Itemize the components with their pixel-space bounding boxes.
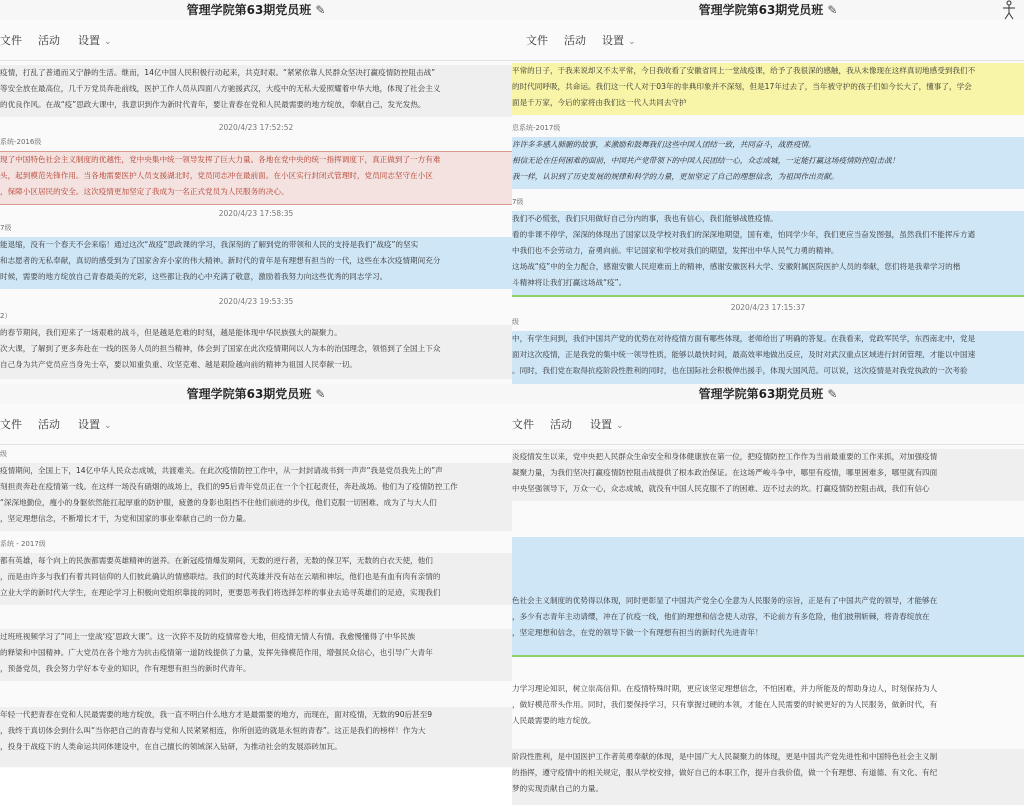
message-line: 的优良作风。在战“疫”思政大课中，我意识到作为新时代青年，要让青春在党和人民最需要的地方绽放，奉献自己，发光发热。	[0, 100, 426, 109]
message-line: 梦的实现贡献自己的力量。	[512, 784, 604, 793]
group-title: 管理学院第63期党员班	[186, 387, 312, 401]
window-title-bar	[512, 384, 1024, 404]
message-bubble	[512, 449, 1024, 501]
message-line: ，而是由许多与我们有着共同信仰的人们彼此确认的情感联结。我们的时代英雄并没有站在云端和神坛，他们也是有血有肉有亲情的	[0, 572, 441, 581]
message-line: 阶段性胜利，是中国医护工作者英勇奉献的体现，是中国广大人民凝聚力的体现，更是中国共产党先进性和中国特色社会主义制	[512, 752, 938, 761]
chat-panel-bottom-left	[0, 384, 512, 768]
message-line: 人民最需要的地方绽放。	[512, 716, 596, 725]
message-line: 斗精神将让我们打赢这场战“疫”。	[512, 278, 627, 287]
message-line: 的春节期间，我们迎来了一场艰难的战斗，但是越是危难的时刻，越是能体现中华民族强大的凝聚力。	[0, 328, 342, 337]
message-line: 。同时，我们党在取得抗疫阶段性胜利的同时，也在国际社会积极伸出援手，体现大国风范。可以说，这次疫情是对我党执政的一次考验	[512, 366, 968, 375]
group-title: 管理学院第63期党员班	[186, 3, 312, 17]
sender-name: 系统-2016级	[0, 138, 42, 146]
message-line: 刻担责奔赴在疫情第一线。在这样一场没有硝烟的战场上，我们的95后青年党员正在一个个扛起责任，奔赴战场。他们为了疫情防控工作	[0, 482, 458, 491]
message-line: 炎疫情发生以来，党中央把人民群众生命安全和身体健康放在第一位，把疫情防控工作作为当前最重要的工作来抓，对加强疫情	[512, 452, 938, 461]
message-line: ，预备党员，我会努力学好本专业的知识，作有理想有担当的新时代青年。	[0, 664, 251, 673]
message-line: 立业大学的新时代大学生，在理论学习上积极向党组织靠拢的同时，更要思考我们将选择怎样的事业去追寻英雄们的足迹，实现我们	[0, 588, 441, 597]
group-title: 管理学院第63期党员班	[698, 3, 824, 17]
message-line: 疫情，打乱了普通而又宁静的生活。继而，14亿中国人民积极行动起来，共克时艰。“紧紧依靠人民群众坚决打赢疫情防控阻击战”	[0, 68, 436, 77]
message-line: ，我终于真切体会到什么叫“当你把自己的青春与党和人民紧紧相连，你所创造的就是永恒的青春”。这正是我们的榜样！作为大	[0, 726, 426, 735]
message-line: 中央坚强领导下，万众一心，众志成城，就没有中国人民克服不了的困难、迈不过去的坎。打赢疫情防控阻击战，我们有信心	[512, 484, 930, 493]
message-line: 许许多多感人肺腑的故事，来激励和鼓舞我们这些中国人团结一致，共同奋斗，战胜疫情。	[512, 140, 816, 149]
chevron-down-icon: ⌄	[104, 421, 112, 431]
chevron-down-icon: ⌄	[104, 37, 112, 47]
message-line: 疫情期间，全国上下，14亿中华人民众志成城，共渡难关。在此次疫情防控工作中，从一封封请战书到一声声“我是党员我先上的”声	[0, 466, 443, 475]
edit-icon[interactable]: ✎	[827, 387, 838, 401]
message-line: ，保障小区居民的安全。这次疫情更加坚定了我成为一名正式党员为人民服务的决心。	[0, 187, 289, 196]
message-line: 面对这次疫情，正是我党的集中统一领导性质，能够以最快时间，最高效率地做出反应，及时对武汉重点区域进行封闭管理，才能以中国速	[512, 350, 976, 359]
message-timestamp: 2020/4/23 17:58:35	[218, 209, 294, 218]
message-bubble	[512, 211, 1024, 295]
chat-panel-top-left	[0, 0, 512, 384]
menu-settings[interactable]	[602, 32, 636, 48]
message-line: “深深地勤俭，瘦小的身躯依然能扛起厚重的防护服，疲惫的身影也阻挡不住他们前进的步伐，他们克服一切困难、成为了与大人们	[0, 498, 437, 507]
message-bubble	[512, 681, 1024, 735]
menu-activity[interactable]: 活动	[564, 34, 586, 47]
message-line: ，坚定理想和信念，在党的领导下做一个有理想有担当的新时代先进青年！	[512, 628, 763, 637]
menu-bar	[512, 20, 1024, 61]
message-timestamp: 2020/4/23 19:53:35	[218, 297, 294, 306]
edit-icon[interactable]: ✎	[827, 3, 838, 17]
message-bubble	[512, 537, 1024, 655]
message-bubble	[0, 151, 512, 205]
message-line: ，做好模范带头作用。同时，我们要保持学习，只有掌握过硬的本领，才能在人民需要的时候更好的为人民服务，做新时代，有	[512, 700, 938, 709]
message-line: 和志愿者的无私奉献，真切的感受到为了国家舍弃小家的伟大精神。新时代的青年是有理想有担当的一代，这些在本次疫情期间充分	[0, 256, 441, 265]
message-line: 我们不必慌张，我们只用做好自己分内的事，我也有信心，我们能够战胜疫情。	[512, 214, 778, 223]
menu-settings[interactable]	[78, 32, 112, 48]
sender-name: 系统 - 2017级	[0, 540, 46, 548]
message-bubble	[0, 707, 512, 767]
message-line: 这场战“疫”中的全力配合，感谢安徽人民迎难而上的精神，感谢安徽医科大学、安徽附属医院医护人员的奉献，您们将是我辈学习的楷	[512, 262, 961, 271]
message-timestamp: 2020/4/23 17:15:37	[730, 303, 806, 312]
message-line: 力学习理论知识，树立崇高信仰。在疫情特殊时期，更应该坚定理想信念，不怕困难，并力所能及的帮助身边人，时刻保持为人	[512, 684, 938, 693]
message-line: 年轻一代把青春在党和人民最需要的地方绽放，我一直不明白什么地方才是最需要的地方，而现在，面对疫情，无数的90后甚至9	[0, 710, 433, 719]
menu-settings[interactable]	[78, 416, 112, 432]
menu-bar	[0, 20, 512, 61]
sender-name: 7级	[0, 224, 12, 232]
divider	[512, 655, 1024, 657]
menu-activity[interactable]: 活动	[550, 418, 572, 431]
menu-settings-label: 设置	[78, 418, 100, 431]
menu-bar	[0, 404, 512, 445]
menu-settings-label: 设置	[602, 34, 624, 47]
divider	[512, 295, 1024, 297]
message-line: 的释梁和中国精神。广大党员在各个地方为抗击疫情第一道防线提供了力量，发挥先锋模范作用，增强民众信心，也引导广大青年	[0, 648, 433, 657]
menu-settings-label: 设置	[78, 34, 100, 47]
message-line: 次大课，了解到了更多奔赴在一线的医务人员的担当精神，体会到了国家在此次疫情期间以人为本的治国理念，领悟到了全国上下众	[0, 344, 441, 353]
chat-panel-top-right	[512, 0, 1024, 384]
message-line: 时候，需要的地方绽放自己青春最美的光彩，这些都让我的心中充满了敬意，激励着我努力向这些优秀的同志学习。	[0, 272, 388, 281]
message-line: 都有英雄，每个向上的民族都需要英雄精神的滋养。在新冠疫情爆发期间，无数的逆行者，无数的保卫军，无数的白衣天使，他们	[0, 556, 433, 565]
sender-name: 7级	[512, 198, 524, 206]
menu-settings[interactable]	[590, 416, 624, 432]
message-line: 现了中国特色社会主义制度的优越性，党中央集中统一领导发挥了巨大力量。各地在党中央的统一指挥调度下，真正做到了一方有难	[0, 155, 441, 164]
menu-file[interactable]: 文件	[512, 418, 534, 431]
sender-name: 级	[512, 318, 519, 326]
message-line: 平常的日子，于我来说却又不太平常，今日我收看了安徽省同上一堂战疫课，给予了我很深的感触，我从未像现在这样真切地感受到我们不	[512, 66, 976, 75]
message-line: 中，有学生问到，我们中国共产党的优势在对待疫情方面有哪些体现，老师给出了明确的答复。在我看来，党政军民学，东西南北中，党是	[512, 334, 976, 343]
menu-activity[interactable]: 活动	[38, 34, 60, 47]
chevron-down-icon: ⌄	[628, 37, 636, 47]
message-line: 我一样，认识到了历史发展的规律和科学的力量，更加坚定了自己的理想信念，为祖国作出贡献。	[512, 172, 839, 181]
menu-file[interactable]: 文件	[0, 34, 22, 47]
message-bubble	[512, 749, 1024, 805]
message-line: 自己身为共产党员应当身先士卒，要以知重负重、攻坚克难、越是艰险越向前的精神为祖国人民奉献一切。	[0, 360, 357, 369]
message-line: 凝聚力量，为我们坚决打赢疫情防控阻击战提供了根本政治保证。在这场严峻斗争中，哪里有疫情，哪里困难多，哪里就有四面	[512, 468, 938, 477]
stick-figure-icon	[1000, 0, 1018, 20]
message-line: 等安全放在最高位，几千万党员奔赴前线，医护工作人员从四面八方驰援武汉，大疫中的无私大爱照耀着中华大地，体现了社会主义	[0, 84, 441, 93]
message-line: ，坚定理想信念，不断增长才干，为党和国家的事业奉献自己的一份力量。	[0, 514, 251, 523]
edit-icon[interactable]: ✎	[315, 3, 326, 17]
message-bubble	[0, 237, 512, 289]
message-line: 色社会主义制度的优势得以体现，同时更彰显了中国共产党全心全意为人民服务的宗旨，正是有了中国共产党的领导，才能够在	[512, 596, 938, 605]
message-bubble	[0, 325, 512, 379]
message-line: 的时代同呼吸，共命运。我们这一代人对于03年的非典印象并不深刻，但是17年过去了，当年被守护的孩子们如今长大了，懂事了，学会	[512, 82, 972, 91]
message-line: 的指挥，遵守疫情中的相关规定，服从学校安排，做好自己的本职工作，提升自我价值，做一个有理想、有道德、有文化、有纪	[512, 768, 938, 777]
sender-name: 2）	[0, 312, 12, 320]
message-line: 能退缩，没有一个春天不会来临！通过这次“战疫”思政课的学习，我深刻的了解到党的带领和人民的支持是我们“战疫”的坚实	[0, 240, 419, 249]
menu-file[interactable]: 文件	[526, 34, 548, 47]
message-line: ，投身于战疫下的人类命运共同体建设中，在自己擅长的领域深入钻研，为推动社会的发展添砖加瓦。	[0, 742, 342, 751]
message-line: ，多少有志青年主动请缨，冲在了抗疫一线，他们的理想和信念使人动容，不论前方有多危险，他们披荆斩棘，将青春绽放在	[512, 612, 930, 621]
edit-icon[interactable]: ✎	[315, 387, 326, 401]
message-timestamp: 2020/4/23 17:52:52	[218, 123, 294, 132]
message-bubble	[0, 65, 512, 117]
window-title-bar	[512, 0, 1024, 20]
message-bubble	[512, 137, 1024, 189]
menu-file[interactable]: 文件	[0, 418, 22, 431]
message-bubble	[0, 553, 512, 605]
chevron-down-icon: ⌄	[616, 421, 624, 431]
message-line: 相信无论在任何困难的面前，中国共产党带领下的中国人民团结一心，众志成城，一定能打赢这场疫情防控阻击战！	[512, 156, 900, 165]
message-line: 过班班视频学习了“同上一堂战‘疫’思政大课”。这一次猝不及防的疫情席卷大地，但疫情无情人有情。我愈慢懂得了中华民族	[0, 632, 416, 641]
sender-name: 级	[0, 450, 7, 458]
message-line: 头，起到模范先锋作用。当各地需要医护人员支援湖北时，党员同志冲在最前面。在小区实行封闭式管理时，党员同志坚守在小区	[0, 171, 433, 180]
message-line: 看的非课不停学，深深的体现出了国家以及学校对我们的深深地期望，国有难，怕同学少年，我们更应当奋发图强，虽然我们不能挥斥方遒	[512, 230, 976, 239]
message-bubble	[0, 463, 512, 531]
group-title: 管理学院第63期党员班	[698, 387, 824, 401]
menu-bar	[512, 404, 1024, 445]
message-bubble	[0, 629, 512, 681]
message-line: 中我们也不会劳动力，奋勇向前。牢记国家和学校对我们的期望，发挥出中华人民气力勇的精神。	[512, 246, 839, 255]
message-bubble	[512, 63, 1024, 115]
menu-settings-label: 设置	[590, 418, 612, 431]
window-title-bar	[0, 384, 512, 404]
message-line: 面是千万家，今后的家将由我们这一代人共同去守护	[512, 98, 687, 107]
chat-panel-bottom-right	[512, 384, 1024, 793]
sender-name: 息系统-2017级	[512, 124, 561, 132]
window-title-bar	[0, 0, 512, 20]
menu-activity[interactable]: 活动	[38, 418, 60, 431]
message-bubble	[512, 331, 1024, 385]
